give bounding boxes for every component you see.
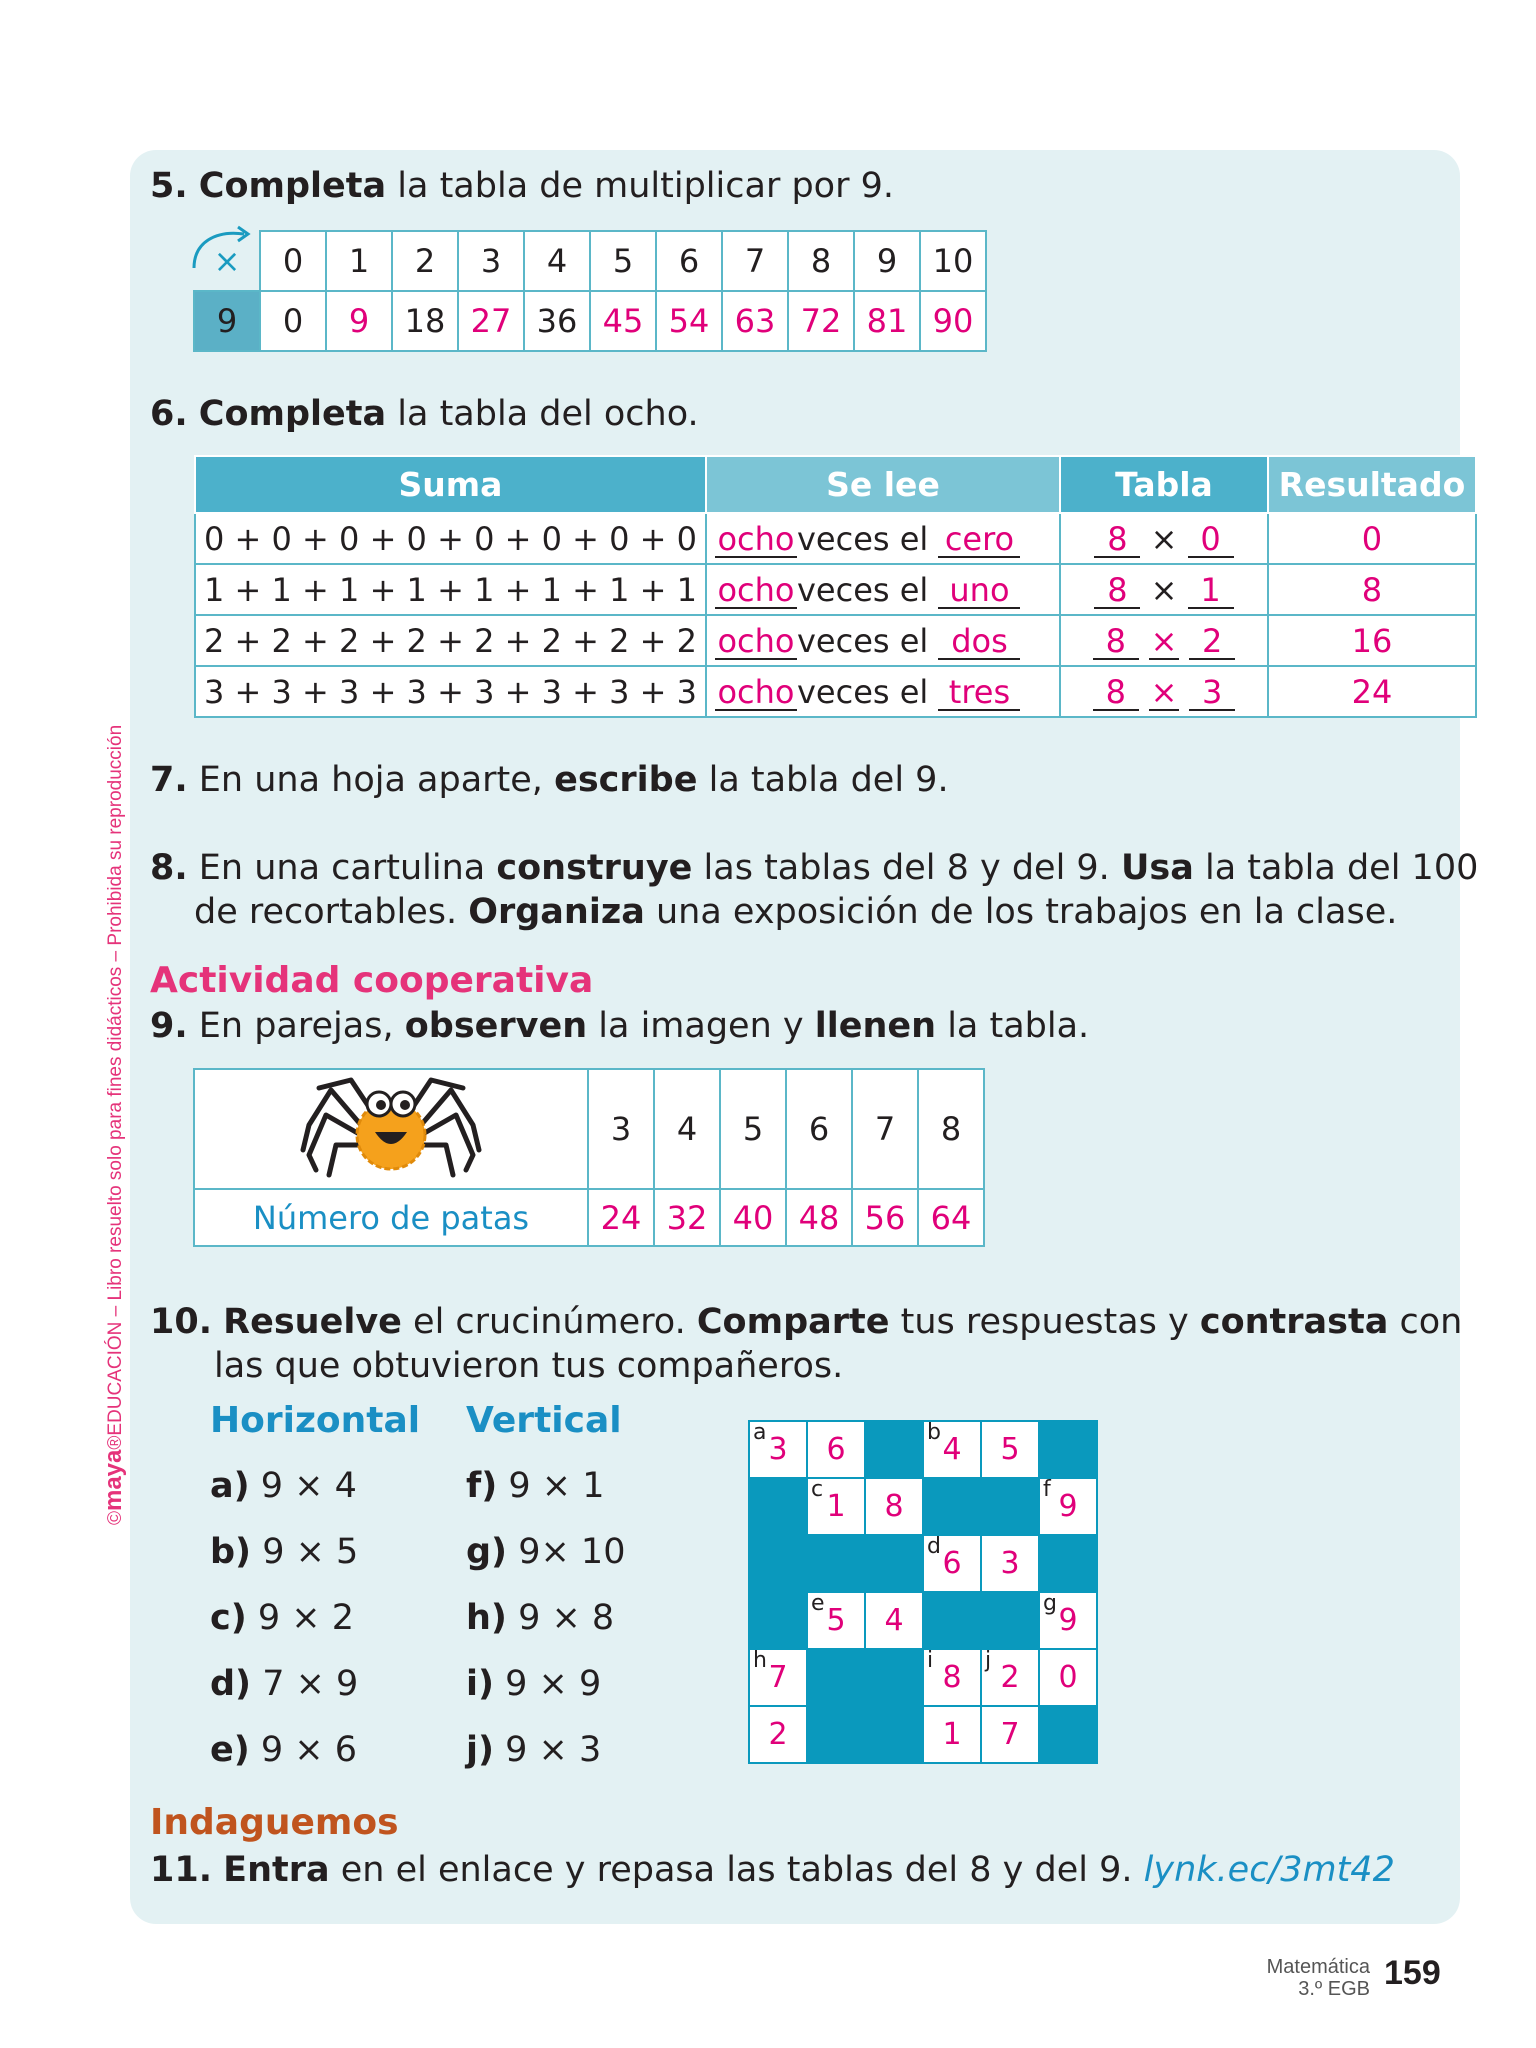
clue-b: b) 9 × 5	[210, 1532, 359, 1572]
answer-cell: 48	[786, 1189, 852, 1246]
crossword-digit: 5	[1000, 1432, 1020, 1467]
crossword-digit: 3	[768, 1432, 788, 1467]
table-header-row	[195, 456, 1476, 513]
reading-cell: ochoveces el cero	[706, 513, 1060, 564]
factor-cell: 9	[194, 291, 260, 351]
crossword-black-cell	[981, 1592, 1039, 1649]
crossword-cell	[1039, 1649, 1097, 1706]
table-cell: 4	[654, 1069, 720, 1189]
table-cell: 8 × 2	[1060, 615, 1268, 666]
table-cell: 36	[524, 291, 590, 351]
result-cell: 24	[1268, 666, 1476, 717]
column-header-resultado: Resultado	[1268, 456, 1476, 513]
crossword-cell	[749, 1706, 807, 1763]
crossword-cell	[865, 1478, 923, 1535]
crossword-black-cell	[865, 1421, 923, 1478]
crossword-digit: 1	[826, 1489, 846, 1524]
crossword-cell	[749, 1421, 807, 1478]
crossword-black-cell	[923, 1478, 981, 1535]
crossword-black-cell	[749, 1535, 807, 1592]
crossword-black-cell	[807, 1535, 865, 1592]
table-cell: 8 × 3	[1060, 666, 1268, 717]
crossword-cell	[1039, 1478, 1097, 1535]
result-cell: 0	[1268, 513, 1476, 564]
question-8-line-2: de recortables. Organiza una exposición de los trabajos en la clase.	[194, 892, 1398, 932]
crossword-row	[749, 1649, 1097, 1706]
answer-cell: 24	[588, 1189, 654, 1246]
answer-cell: 54	[656, 291, 722, 351]
reading-cell: ochoveces el uno	[706, 564, 1060, 615]
sum-cell: 3 + 3 + 3 + 3 + 3 + 3 + 3 + 3	[195, 666, 706, 717]
table-row	[195, 513, 1476, 564]
footer-subject: Matemática 3.º EGB	[1266, 1956, 1370, 2000]
clue-d: d) 7 × 9	[210, 1664, 359, 1704]
crossnumber-grid	[748, 1420, 1098, 1764]
crossword-digit: 8	[884, 1489, 904, 1524]
table-row	[194, 291, 986, 351]
answer-cell: 81	[854, 291, 920, 351]
crossword-digit: 2	[1000, 1660, 1020, 1695]
crossword-cell	[923, 1649, 981, 1706]
answer-cell: 32	[654, 1189, 720, 1246]
clue-letter: e	[811, 1591, 825, 1616]
table-cell: 10	[920, 231, 986, 291]
question-11: 11. Entra en el enlace y repasa las tablas del 8 y del 9. lynk.ec/3mt42	[150, 1850, 1395, 1890]
crossword-digit: 8	[942, 1660, 962, 1695]
crossword-digit: 7	[1000, 1717, 1020, 1752]
crossword-black-cell	[749, 1592, 807, 1649]
crossword-row	[749, 1535, 1097, 1592]
table-row	[195, 666, 1476, 717]
spider-legs-table	[193, 1068, 985, 1247]
question-7: 7. En una hoja aparte, escribe la tabla del 9.	[150, 760, 949, 800]
answer-cell: 63	[722, 291, 788, 351]
copyright-sidebar: ©maya®EDUCACIÓN – Libro resuelto solo para fines didácticos – Prohibida su reproducción	[100, 724, 127, 1525]
question-10-line-2: las que obtuvieron tus compañeros.	[214, 1346, 844, 1386]
crossword-cell	[807, 1421, 865, 1478]
clue-letter: c	[811, 1477, 824, 1502]
table-cell: 0	[260, 231, 326, 291]
crossword-black-cell	[923, 1592, 981, 1649]
crossword-black-cell	[1039, 1421, 1097, 1478]
crossword-cell	[923, 1421, 981, 1478]
table-cell: 5	[590, 231, 656, 291]
crossword-digit: 9	[1058, 1489, 1078, 1524]
table-cell: 9	[854, 231, 920, 291]
spider-image-cell	[194, 1069, 588, 1189]
answer-cell: 72	[788, 291, 854, 351]
table-cell: 8 × 0	[1060, 513, 1268, 564]
question-10: 10. Resuelve el crucinúmero. Comparte tus respuestas y contrasta con	[150, 1302, 1463, 1342]
table-cell: 3	[458, 231, 524, 291]
crossword-digit: 1	[942, 1717, 962, 1752]
table-row	[195, 564, 1476, 615]
crossword-black-cell	[1039, 1535, 1097, 1592]
crossword-black-cell	[865, 1706, 923, 1763]
table-cell: 8	[918, 1069, 984, 1189]
table-cell: 8	[788, 231, 854, 291]
question-8: 8. En una cartulina construye las tablas del 8 y del 9. Usa la tabla del 100	[150, 848, 1479, 888]
table-cell: 7	[722, 231, 788, 291]
question-5: 5. Completa la tabla de multiplicar por 9.	[150, 166, 894, 206]
page-number: 159	[1384, 1954, 1441, 1992]
column-header-se-lee: Se lee	[706, 456, 1060, 513]
crossword-digit: 9	[1058, 1603, 1078, 1638]
clue-letter: i	[927, 1648, 934, 1673]
crossword-cell	[981, 1421, 1039, 1478]
crossword-row	[749, 1421, 1097, 1478]
table-cell: 1	[326, 231, 392, 291]
crossword-cell	[981, 1535, 1039, 1592]
sum-cell: 1 + 1 + 1 + 1 + 1 + 1 + 1 + 1	[195, 564, 706, 615]
table-cell: 18	[392, 291, 458, 351]
vertical-title: Vertical	[466, 1400, 622, 1441]
crossword-row	[749, 1592, 1097, 1649]
table-cell: 0	[260, 291, 326, 351]
question-6: 6. Completa la tabla del ocho.	[150, 394, 699, 434]
table-row	[195, 615, 1476, 666]
clue-letter: j	[985, 1648, 992, 1673]
reading-cell: ochoveces el tres	[706, 666, 1060, 717]
sum-cell: 0 + 0 + 0 + 0 + 0 + 0 + 0 + 0	[195, 513, 706, 564]
crossword-digit: 0	[1058, 1660, 1078, 1695]
answer-cell: 40	[720, 1189, 786, 1246]
spider-icon	[291, 1070, 491, 1180]
crossword-black-cell	[1039, 1706, 1097, 1763]
clue-letter: a	[753, 1420, 767, 1445]
crossword-cell	[981, 1649, 1039, 1706]
crossword-cell	[807, 1592, 865, 1649]
crossword-digit: 4	[942, 1432, 962, 1467]
table-cell: 8 × 1	[1060, 564, 1268, 615]
crossword-digit: 3	[1000, 1546, 1020, 1581]
multiplication-table-9	[193, 230, 987, 352]
reading-cell: ochoveces el dos	[706, 615, 1060, 666]
table-cell: 2	[392, 231, 458, 291]
answer-cell: 9	[326, 291, 392, 351]
answer-cell: 27	[458, 291, 524, 351]
horizontal-title: Horizontal	[210, 1400, 421, 1441]
crossword-black-cell	[749, 1478, 807, 1535]
result-cell: 16	[1268, 615, 1476, 666]
column-header-tabla: Tabla	[1060, 456, 1268, 513]
crossword-cell	[749, 1649, 807, 1706]
crossword-cell	[923, 1706, 981, 1763]
crossword-cell	[865, 1592, 923, 1649]
crossword-black-cell	[865, 1535, 923, 1592]
clue-letter: d	[927, 1534, 941, 1559]
clue-e: e) 9 × 6	[210, 1730, 357, 1770]
crossword-black-cell	[865, 1649, 923, 1706]
clue-letter: h	[753, 1648, 767, 1673]
column-header-suma: Suma	[195, 456, 706, 513]
row-label: Número de patas	[194, 1189, 588, 1246]
crossword-digit: 2	[768, 1717, 788, 1752]
crossword-row	[749, 1706, 1097, 1763]
section-title-indaguemos: Indaguemos	[150, 1802, 399, 1843]
clue-g: g) 9× 10	[466, 1532, 626, 1572]
table-header-row	[194, 231, 986, 291]
answer-cell: 56	[852, 1189, 918, 1246]
table-cell: 7	[852, 1069, 918, 1189]
crossword-cell	[923, 1535, 981, 1592]
sum-cell: 2 + 2 + 2 + 2 + 2 + 2 + 2 + 2	[195, 615, 706, 666]
clue-letter: f	[1043, 1477, 1051, 1502]
section-title-cooperativa: Actividad cooperativa	[150, 960, 594, 1001]
crossword-black-cell	[807, 1649, 865, 1706]
table-cell: 5	[720, 1069, 786, 1189]
clue-f: f) 9 × 1	[466, 1466, 605, 1506]
times-sign: ×	[194, 231, 260, 291]
crossword-black-cell	[981, 1478, 1039, 1535]
clue-h: h) 9 × 8	[466, 1598, 615, 1638]
maya-logo: maya	[100, 1449, 127, 1511]
answer-cell: 90	[920, 291, 986, 351]
crossword-digit: 5	[826, 1603, 846, 1638]
crossword-digit: 6	[826, 1432, 846, 1467]
crossword-cell	[981, 1706, 1039, 1763]
crossword-black-cell	[807, 1706, 865, 1763]
answer-cell: 64	[918, 1189, 984, 1246]
table-row	[194, 1069, 984, 1189]
table-cell: 6	[786, 1069, 852, 1189]
table-of-eight	[194, 455, 1477, 718]
clue-c: c) 9 × 2	[210, 1598, 355, 1638]
table-cell: 4	[524, 231, 590, 291]
crossword-cell	[1039, 1592, 1097, 1649]
table-cell: 6	[656, 231, 722, 291]
table-row	[194, 1189, 984, 1246]
crossword-digit: 7	[768, 1660, 788, 1695]
clue-letter: g	[1043, 1591, 1057, 1616]
clue-letter: b	[927, 1420, 941, 1445]
clue-j: j) 9 × 3	[466, 1730, 602, 1770]
clue-i: i) 9 × 9	[466, 1664, 602, 1704]
table-cell: 3	[588, 1069, 654, 1189]
crossword-digit: 6	[942, 1546, 962, 1581]
answer-cell: 45	[590, 291, 656, 351]
result-cell: 8	[1268, 564, 1476, 615]
crossword-digit: 4	[884, 1603, 904, 1638]
crossword-row	[749, 1478, 1097, 1535]
question-9: 9. En parejas, observen la imagen y llenen la tabla.	[150, 1006, 1090, 1046]
clue-a: a) 9 × 4	[210, 1466, 357, 1506]
resource-link[interactable]: lynk.ec/3mt42	[1143, 1850, 1395, 1890]
crossword-cell	[807, 1478, 865, 1535]
